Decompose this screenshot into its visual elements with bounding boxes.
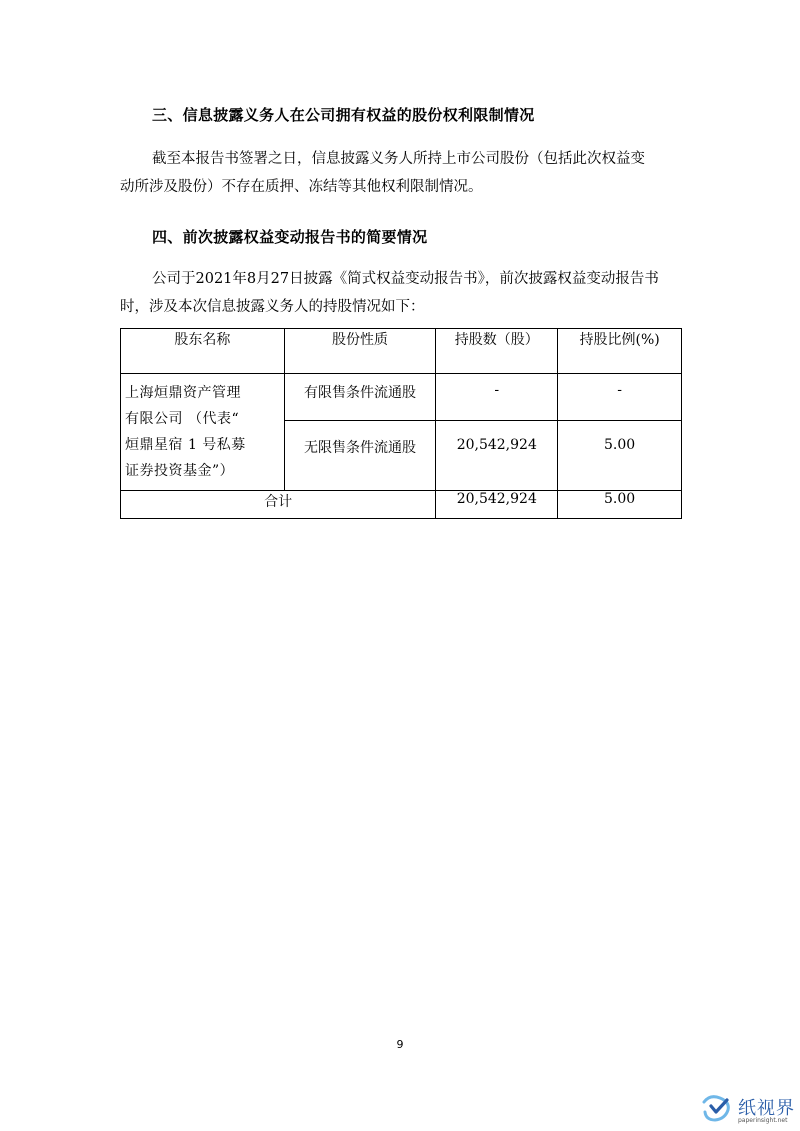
section-3-paragraph xyxy=(120,145,683,201)
share-count-cell xyxy=(436,421,558,491)
holder-name-line: 上海烜鼎资产管理 xyxy=(125,385,241,401)
section-4-line-2: 时，涉及本次信息披露义务人的持股情况如下： xyxy=(120,299,425,315)
share-ratio-unrestricted: 5.00 xyxy=(604,437,636,453)
share-count-restricted: - xyxy=(494,382,500,398)
share-ratio-restricted: - xyxy=(617,382,622,398)
holder-name-line: 烜鼎星宿 1 号私募 xyxy=(125,437,246,453)
header-share-nature: 股份性质 xyxy=(284,329,436,374)
share-count-cell xyxy=(436,374,558,421)
header-shareholder-name: 股东名称 xyxy=(121,329,285,374)
share-nature-unrestricted: 无限售条件流通股 xyxy=(304,440,416,456)
share-count-unrestricted: 20,542,924 xyxy=(456,437,537,453)
share-nature-restricted: 有限售条件流通股 xyxy=(304,385,416,401)
watermark-site: paperinsight.net xyxy=(738,1117,788,1124)
table-row xyxy=(121,374,682,421)
total-label: 合计 xyxy=(121,491,436,519)
holder-name-line: 有限公司 （代表“ xyxy=(125,411,240,427)
section-3-line-2: 动所涉及股份）不存在质押、冻结等其他权利限制情况。 xyxy=(120,179,483,195)
section-3-line-1: 截至本报告书签署之日，信息披露义务人所持上市公司股份（包括此次权益变 xyxy=(152,151,645,167)
share-nature-cell xyxy=(284,421,436,491)
section-3-heading: 三、信息披露义务人在公司拥有权益的股份权利限制情况 xyxy=(152,106,535,124)
share-ratio-cell xyxy=(558,421,682,491)
table-header-row xyxy=(121,329,682,374)
shareholding-table xyxy=(120,328,682,519)
total-share-ratio: 5.00 xyxy=(558,491,682,519)
watermark-brand-name: 纸视界 xyxy=(738,1098,795,1119)
share-ratio-cell xyxy=(558,374,682,421)
shareholder-name-cell xyxy=(121,374,285,491)
total-share-count: 20,542,924 xyxy=(436,491,558,519)
header-share-ratio: 持股比例(%) xyxy=(558,329,682,374)
section-4-paragraph xyxy=(120,265,683,321)
paperinsight-logo-icon xyxy=(700,1092,738,1124)
table-total-row xyxy=(121,491,682,519)
share-nature-cell xyxy=(284,374,436,421)
section-4-line-1: 公司于2021年8月27日披露《简式权益变动报告书》，前次披露权益变动报告书 xyxy=(152,271,659,287)
header-share-count: 持股数（股） xyxy=(436,329,558,374)
section-4-heading: 四、前次披露权益变动报告书的简要情况 xyxy=(152,228,428,246)
watermark xyxy=(700,1088,795,1128)
page-number: 9 xyxy=(396,1038,404,1051)
holder-name-line: 证券投资基金”） xyxy=(125,463,235,479)
